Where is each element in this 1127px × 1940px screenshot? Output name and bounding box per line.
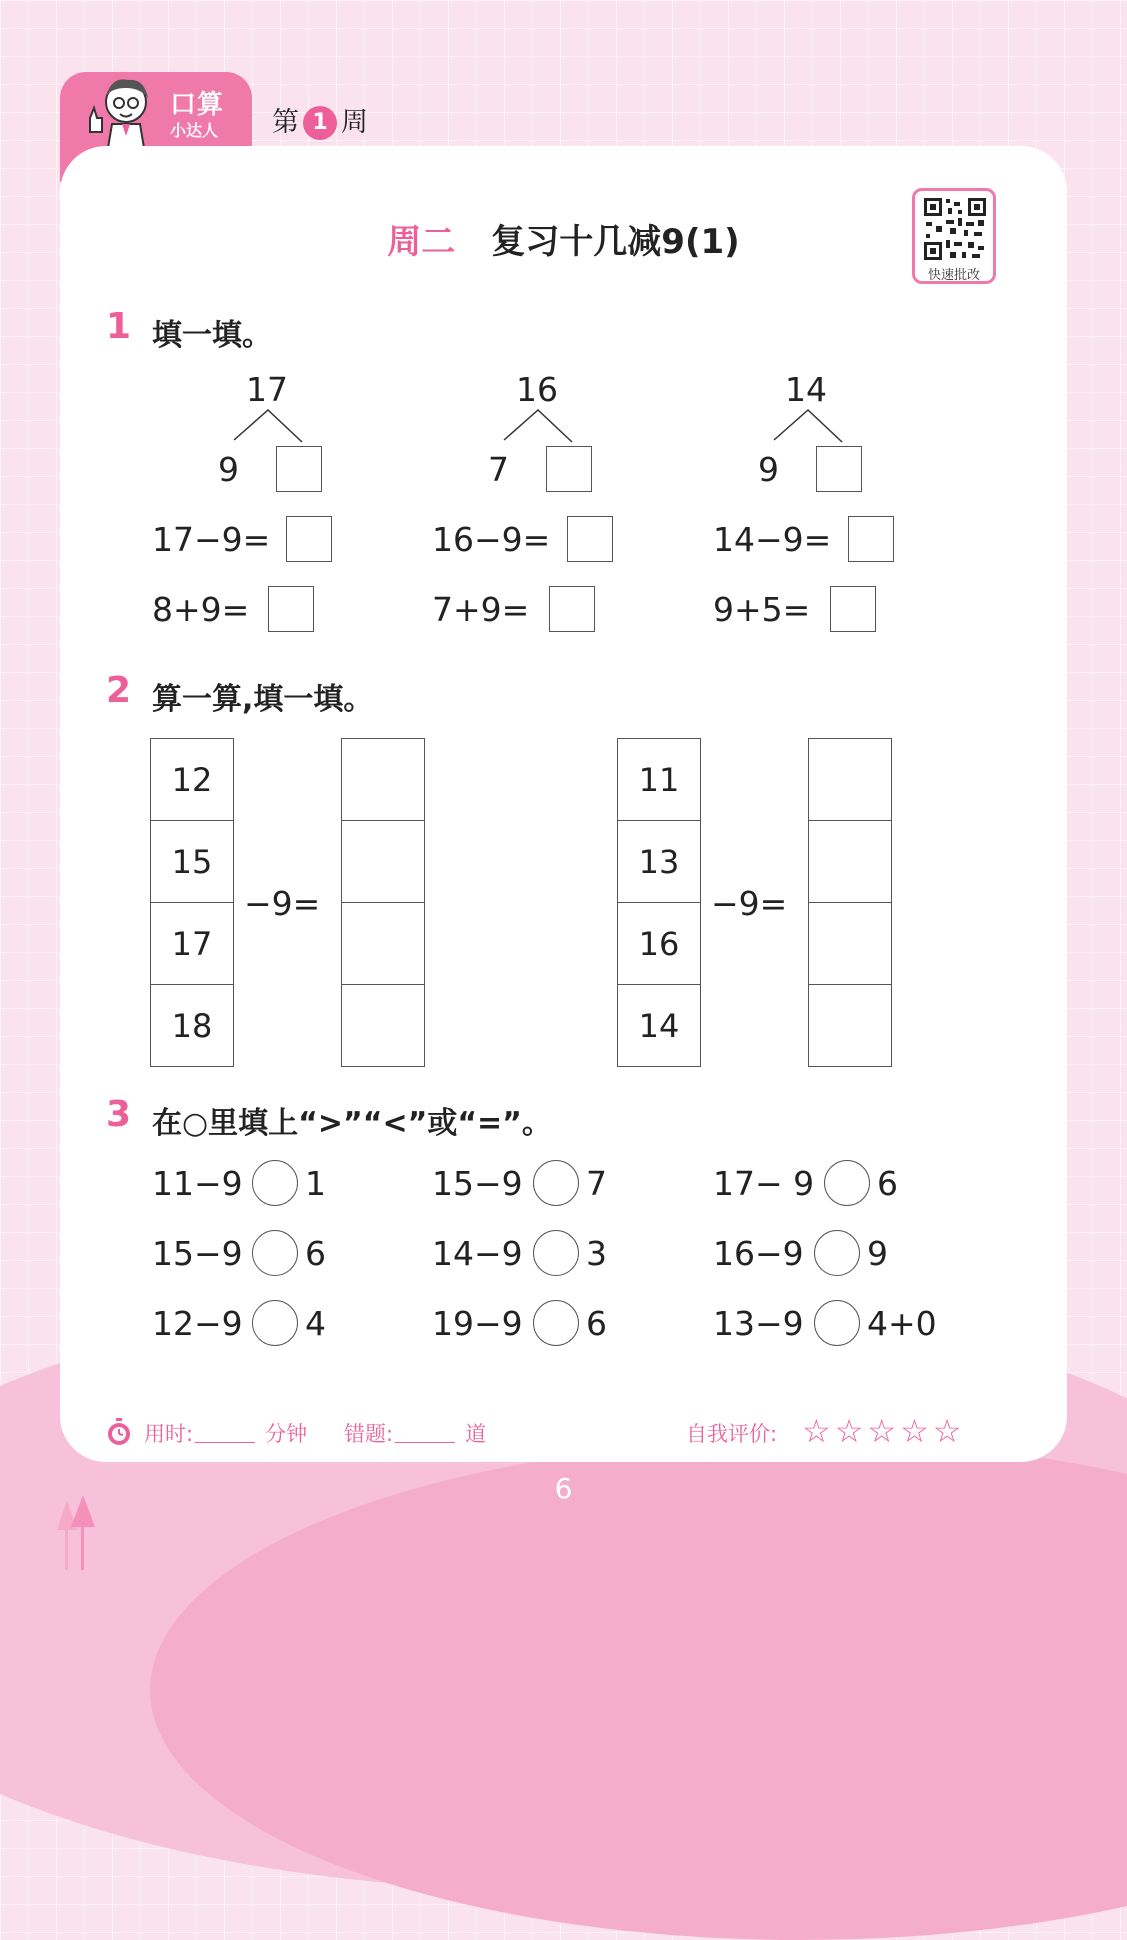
answer-box[interactable] <box>546 446 592 492</box>
equation-text: 9+5= <box>713 590 811 629</box>
compare-left-expr: 16−9 <box>713 1234 804 1273</box>
answer-cell[interactable] <box>342 739 424 821</box>
error-count <box>344 1418 486 1448</box>
compare-right-expr: 3 <box>586 1234 607 1273</box>
decompose-top-number: 14 <box>785 370 827 409</box>
section-2-number: 2 <box>106 670 132 711</box>
equation-text: 14−9= <box>713 520 832 559</box>
minuend-cell: 14 <box>638 1007 680 1045</box>
decompose-left-number: 7 <box>488 450 509 489</box>
equation-text: 8+9= <box>152 590 250 629</box>
equation-text: 16−9= <box>432 520 551 559</box>
decompose-branch <box>770 408 844 444</box>
errors-unit: 道 <box>465 1422 487 1446</box>
section-3-instruction: 在○里填上“>”“<”或“=”。 <box>152 1106 552 1141</box>
minuend-cell: 12 <box>151 739 233 821</box>
decompose-left-number: 9 <box>218 450 239 489</box>
answer-cell[interactable] <box>342 821 424 903</box>
minuend-column <box>617 738 701 1067</box>
answer-box[interactable] <box>848 516 894 562</box>
compare-right-expr: 4+0 <box>867 1304 937 1343</box>
compare-right-expr: 7 <box>586 1164 607 1203</box>
minuend-cell: 18 <box>171 1007 213 1045</box>
answer-column <box>341 738 425 1067</box>
compare-left-expr: 14−9 <box>432 1234 523 1273</box>
compare-circle[interactable] <box>814 1230 860 1276</box>
compare-circle[interactable] <box>252 1300 298 1346</box>
compare-left-expr: 17− 9 <box>713 1164 815 1203</box>
compare-left-expr: 12−9 <box>152 1304 243 1343</box>
answer-cell[interactable] <box>809 821 891 903</box>
answer-column <box>808 738 892 1067</box>
time-spent <box>144 1418 307 1448</box>
minuend-column <box>150 738 234 1067</box>
compare-left-expr: 19−9 <box>432 1304 523 1343</box>
time-label: 用时: <box>144 1422 194 1446</box>
answer-cell[interactable] <box>342 985 424 1066</box>
answer-box[interactable] <box>286 516 332 562</box>
compare-circle[interactable] <box>533 1300 579 1346</box>
section-1-instruction: 填一填。 <box>152 318 272 353</box>
compare-left-expr: 13−9 <box>713 1304 804 1343</box>
mascot-boy-icon <box>82 72 162 148</box>
answer-box[interactable] <box>830 586 876 632</box>
compare-circle[interactable] <box>824 1160 870 1206</box>
qr-label: 快速批改 <box>927 268 980 283</box>
decompose-left-number: 9 <box>758 450 779 489</box>
decompose-branch <box>500 408 574 444</box>
qr-code-icon <box>922 196 988 262</box>
stopwatch-icon <box>106 1418 132 1446</box>
operator-text: −9= <box>711 884 788 923</box>
compare-circle[interactable] <box>252 1230 298 1276</box>
self-eval-label: 自我评价: <box>686 1422 778 1446</box>
minuend-cell: 16 <box>618 903 700 985</box>
decompose-branch <box>230 408 304 444</box>
minuend-cell: 17 <box>151 903 233 985</box>
answer-box[interactable] <box>549 586 595 632</box>
tree-decoration-icon <box>55 1495 100 1570</box>
compare-right-expr: 6 <box>586 1304 607 1343</box>
week-suffix: 周 <box>341 107 368 138</box>
answer-cell[interactable] <box>809 985 891 1066</box>
answer-box[interactable] <box>567 516 613 562</box>
compare-circle[interactable] <box>252 1160 298 1206</box>
section-3-number: 3 <box>106 1094 132 1135</box>
time-unit: 分钟 <box>265 1422 308 1446</box>
compare-right-expr: 9 <box>867 1234 888 1273</box>
answer-box[interactable] <box>268 586 314 632</box>
self-eval-stars[interactable]: ☆☆☆☆☆ <box>802 1412 966 1450</box>
section-1-number: 1 <box>106 306 132 347</box>
section-2-instruction: 算一算,填一填。 <box>152 682 374 717</box>
week-number-badge: 1 <box>303 106 337 140</box>
compare-left-expr: 15−9 <box>152 1234 243 1273</box>
week-prefix: 第 <box>272 107 299 138</box>
compare-right-expr: 6 <box>305 1234 326 1273</box>
title-topic: 复习十几减9(1) <box>491 222 740 262</box>
compare-circle[interactable] <box>814 1300 860 1346</box>
compare-circle[interactable] <box>533 1160 579 1206</box>
minuend-cell: 11 <box>618 739 700 821</box>
brand-title: 口算 <box>170 90 225 120</box>
compare-right-expr: 6 <box>877 1164 898 1203</box>
answer-box[interactable] <box>816 446 862 492</box>
answer-cell[interactable] <box>342 903 424 985</box>
answer-box[interactable] <box>276 446 322 492</box>
equation-text: 7+9= <box>432 590 530 629</box>
errors-blank[interactable] <box>395 1424 455 1443</box>
brand-subtitle: 小达人 <box>170 121 219 140</box>
equation-text: 17−9= <box>152 520 271 559</box>
compare-left-expr: 15−9 <box>432 1164 523 1203</box>
compare-left-expr: 11−9 <box>152 1164 243 1203</box>
decompose-top-number: 17 <box>246 370 288 409</box>
answer-cell[interactable] <box>809 739 891 821</box>
minuend-cell: 13 <box>618 821 700 903</box>
week-label <box>272 100 368 140</box>
answer-cell[interactable] <box>809 903 891 985</box>
compare-right-expr: 1 <box>305 1164 326 1203</box>
qr-code-box[interactable] <box>912 188 996 284</box>
compare-right-expr: 4 <box>305 1304 326 1343</box>
decompose-top-number: 16 <box>516 370 558 409</box>
compare-circle[interactable] <box>533 1230 579 1276</box>
page-number: 6 <box>554 1472 573 1505</box>
operator-text: −9= <box>244 884 321 923</box>
title-day: 周二 <box>387 222 456 262</box>
time-blank[interactable] <box>195 1424 255 1443</box>
minuend-cell: 15 <box>151 821 233 903</box>
errors-label: 错题: <box>344 1422 394 1446</box>
